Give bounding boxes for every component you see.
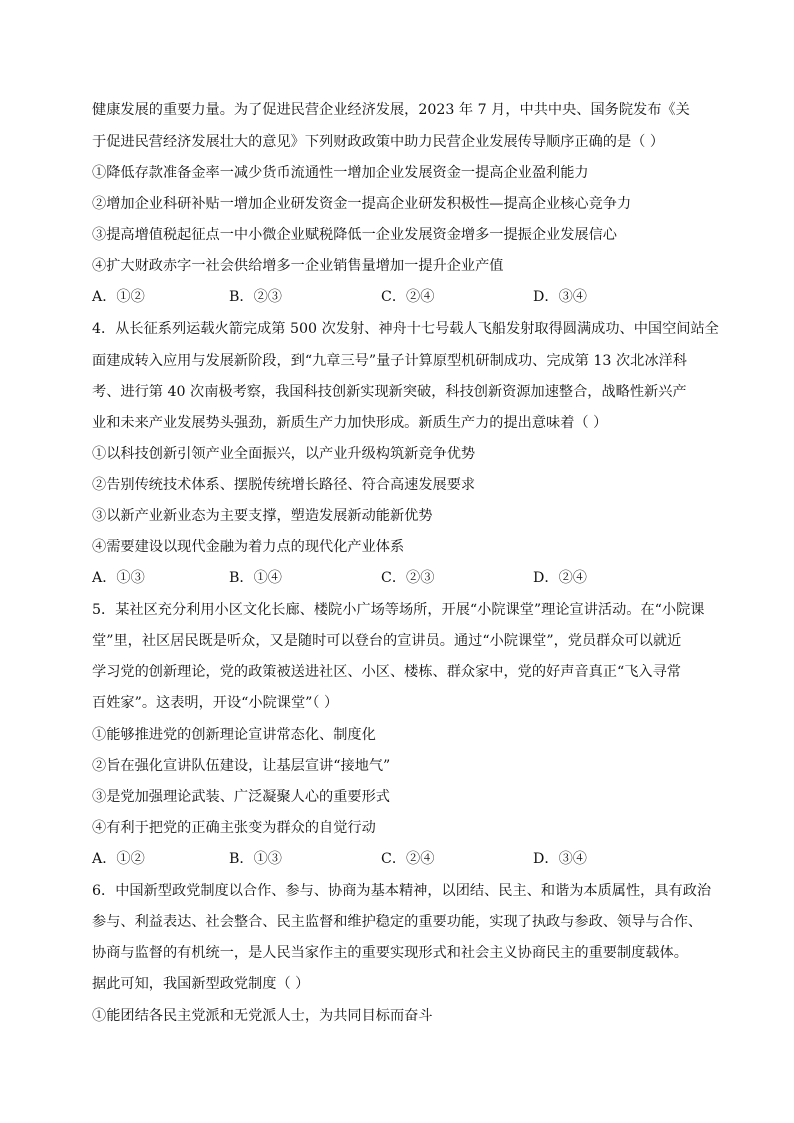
q4-option-4: ④需要建设以现代金融为着力点的现代化产业体系 <box>92 539 405 555</box>
q3-text-line: 于促进民营经济发展壮大的意见》下列财政政策中助力民营企业发展传导顺序正确的是（ ） <box>92 134 665 150</box>
q4-option-1: ①以科技创新引领产业全面振兴，以产业升级构筑新竞争优势 <box>92 446 476 462</box>
q6-text-line: 协商与监督的有机统一，是人民当家作主的重要实现形式和社会主义协商民主的重要制度载体。 <box>92 945 688 961</box>
q5-option-4: ④有利于把党的正确主张变为群众的自觉行动 <box>92 820 376 836</box>
q4-option-3: ③以新产业新业态为主要支撑，塑造发展新动能新优势 <box>92 508 433 524</box>
q5-text-line: 百姓家”。这表明，开设“小院课堂”（ ） <box>92 695 339 711</box>
q5-text-line: 学习党的创新理论，党的政策被送进社区、小区、楼栋、群众家中，党的好声音真正“飞入寻常 <box>92 664 681 680</box>
q3-option-2: ②增加企业科研补贴一增加企业研发资金一提高企业研发积极性—提高企业核心竞争力 <box>92 196 632 212</box>
q5-option-3: ③是党加强理论武装、广泛凝聚人心的重要形式 <box>92 789 390 805</box>
q4-text-line: 业和未来产业发展势头强劲，新质生产力加快形成。新质生产力的提出意味着（ ） <box>92 415 608 431</box>
q5-text-line: 堂”里，社区居民既是听众，又是随时可以登台的宣讲员。通过“小院课堂”，党员群众可以就近 <box>92 633 682 649</box>
q4-option-2: ②告别传统技术体系、摆脱传统增长路径、符合高速发展要求 <box>92 477 476 493</box>
q3-text-line: 健康发展的重要力量。为了促进民营企业经济发展，2023 年 7 月，中共中央、国务院发布《关 <box>92 102 690 118</box>
q5-option-2: ②旨在强化宣讲队伍建设，让基层宣讲“接地气” <box>92 758 391 774</box>
q6-text-line: 6．中国新型政党制度以合作、参与、协商为基本精神，以团结、民主、和谐为本质属性，具有政治 <box>92 883 712 899</box>
q4-choice-a: A．①③ <box>92 570 145 586</box>
q4-text-line: 面建成转入应用与发展新阶段，到“九章三号”量子计算原型机研制成功、完成第 13 次北冰洋科 <box>92 353 687 369</box>
q5-choice-d: D．③④ <box>533 851 587 867</box>
q5-choice-b: B．①③ <box>229 851 282 867</box>
q3-choice-c: C．②④ <box>381 289 435 305</box>
q4-choice-b: B．①④ <box>229 570 282 586</box>
q5-option-1: ①能够推进党的创新理论宣讲常态化、制度化 <box>92 727 376 743</box>
q6-text-line: 据此可知，我国新型政党制度（ ） <box>92 976 310 992</box>
q4-choices <box>92 568 712 588</box>
q5-text-line: 5．某社区充分利用小区文化长廊、楼院小广场等场所，开展“小院课堂”理论宣讲活动。在“小院课 <box>92 602 705 618</box>
q3-choices <box>92 287 712 307</box>
q3-option-3: ③提高增值税起征点一中小微企业赋税降低一企业发展资金增多一提振企业发展信心 <box>92 227 617 243</box>
q5-choice-a: A．①② <box>92 851 145 867</box>
q3-choice-a: A．①② <box>92 289 145 305</box>
q3-choice-d: D．③④ <box>533 289 587 305</box>
q5-choices <box>92 849 712 869</box>
q4-text-line: 考、进行第 40 次南极考察，我国科技创新实现新突破，科技创新资源加速整合，战略性新兴产 <box>92 384 687 400</box>
q5-choice-c: C．②④ <box>381 851 435 867</box>
q4-choice-d: D．②④ <box>533 570 587 586</box>
q4-choice-c: C．②③ <box>381 570 435 586</box>
q6-option-1: ①能团结各民主党派和无党派人士，为共同目标而奋斗 <box>92 1008 433 1024</box>
q3-option-4: ④扩大财政赤字一社会供给增多一企业销售量增加一提升企业产值 <box>92 258 504 274</box>
q3-option-1: ①降低存款准备金率一减少货币流通性一增加企业发展资金一提高企业盈利能力 <box>92 165 589 181</box>
q6-text-line: 参与、利益表达、社会整合、民主监督和维护稳定的重要功能，实现了执政与参政、领导与合作、 <box>92 914 703 930</box>
q4-text-line: 4．从长征系列运载火箭完成第 500 次发射、神舟十七号载人飞船发射取得圆满成功、中国空间站全 <box>92 321 719 337</box>
q3-choice-b: B．②③ <box>229 289 282 305</box>
